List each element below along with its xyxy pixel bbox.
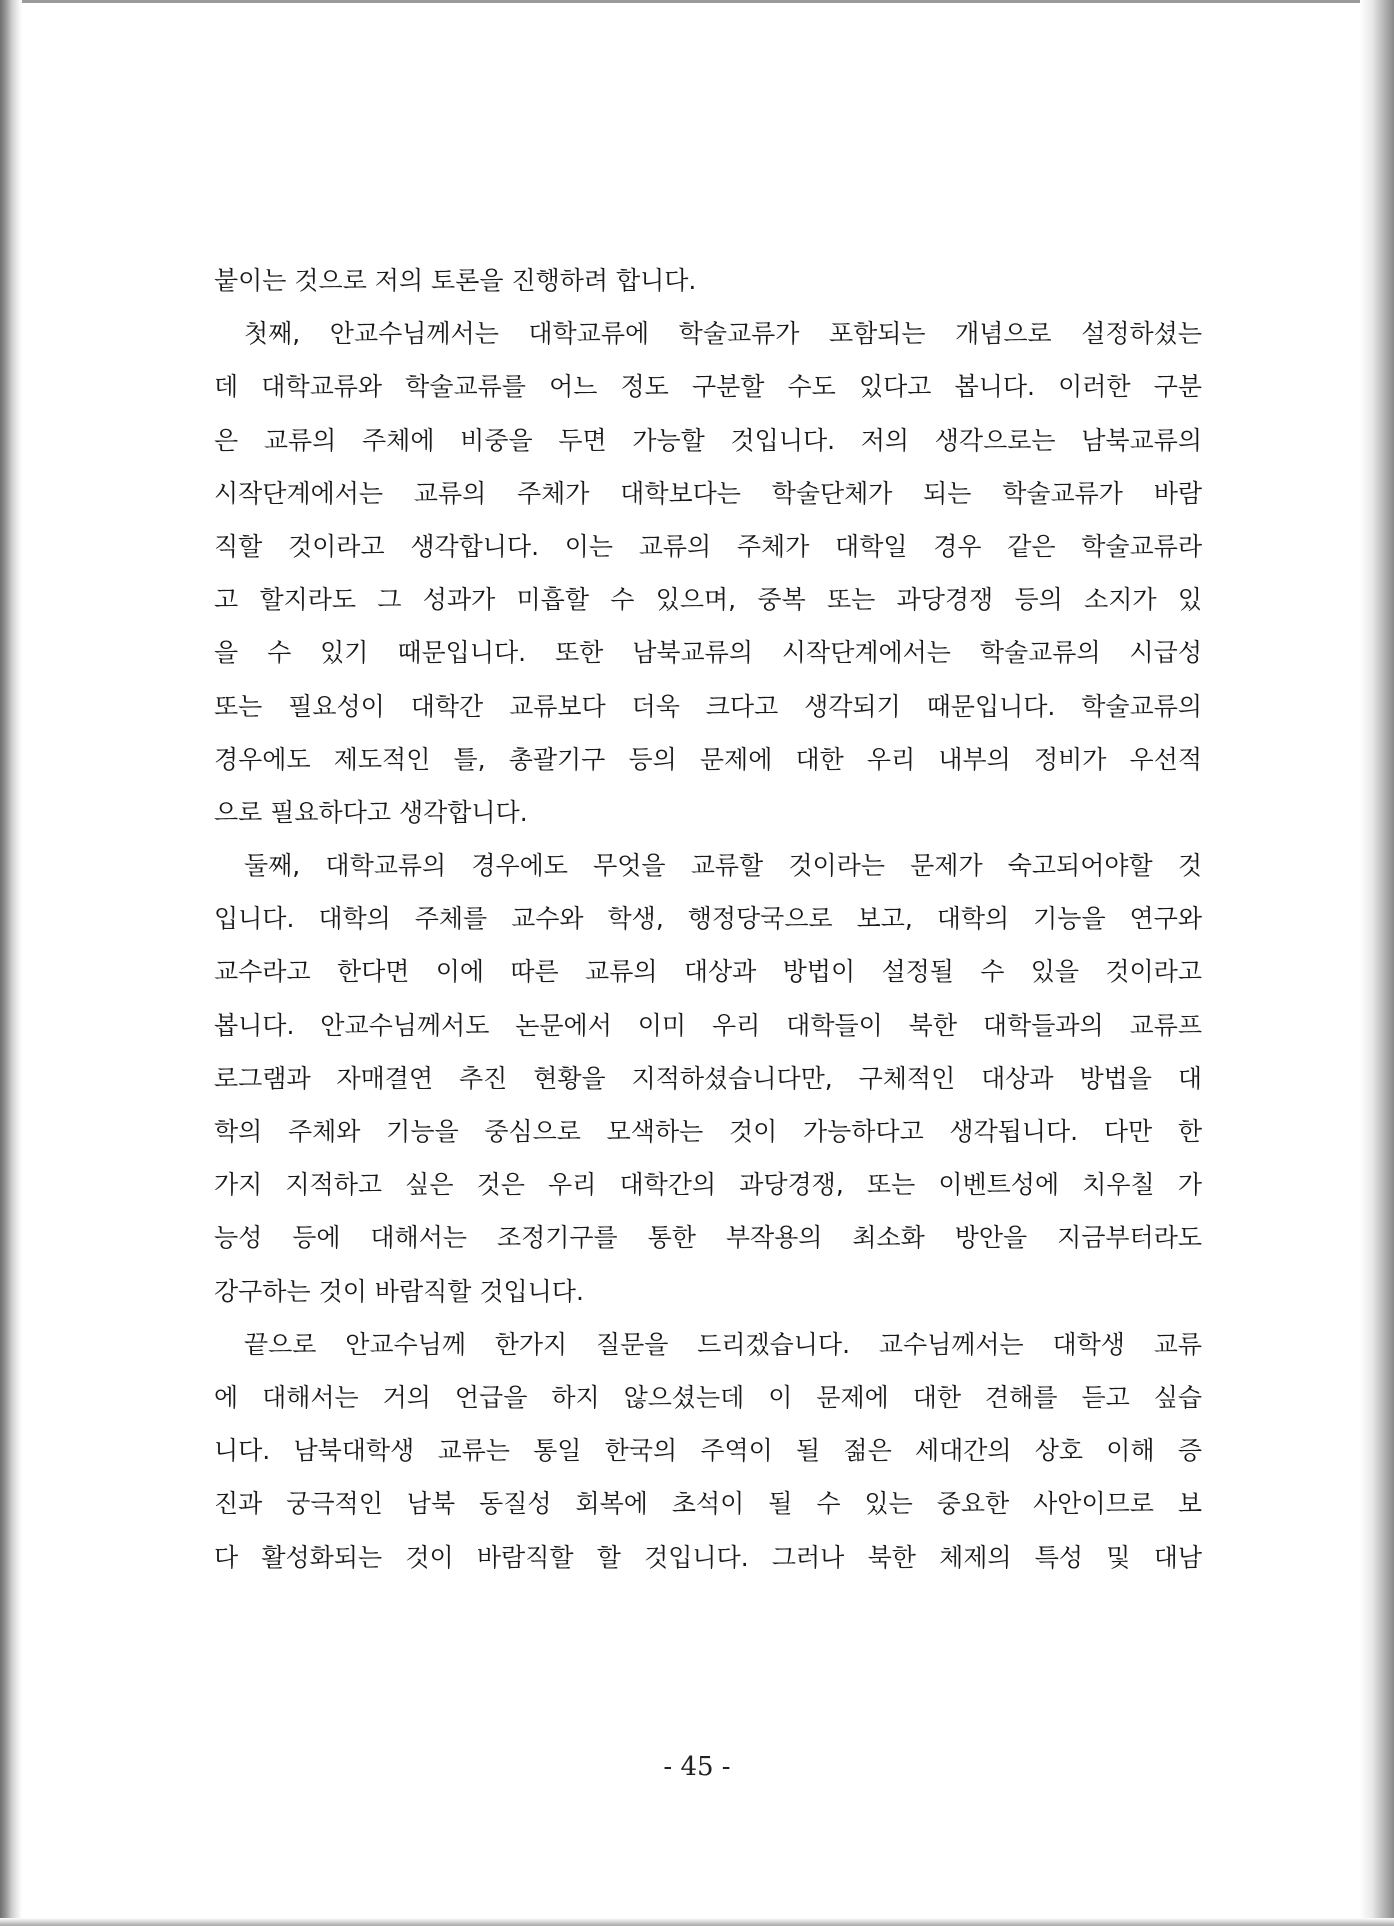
text-line: 고 할지라도 그 성과가 미흡할 수 있으며, 중복 또는 과당경쟁 등의 소지가 있 [214,585,1202,615]
text-line: 니다. 남북대학생 교류는 통일 한국의 주역이 될 젊은 세대간의 상호 이해 증 [214,1436,1202,1466]
text-line: 붙이는 것으로 저의 토론을 진행하려 합니다. [214,266,697,295]
text-line: 으로 필요하다고 생각합니다. [214,797,528,827]
text-line: 가지 지적하고 싶은 것은 우리 대학간의 과당경쟁, 또는 이벤트성에 치우칠 가 [214,1170,1202,1200]
page-left-edge [0,0,22,1926]
text-line: 진과 궁극적인 남북 동질성 회복에 초석이 될 수 있는 중요한 사안이므로 보 [214,1489,1202,1519]
page-bottom-edge [0,1918,1394,1926]
text-line: 또는 필요성이 대학간 교류보다 더욱 크다고 생각되기 때문입니다. 학술교류의 [214,691,1202,721]
text-line: 첫째, 안교수님께서는 대학교류에 학술교류가 포함되는 개념으로 설정하셨는 [244,319,1202,349]
page-right-edge [1360,0,1394,1926]
text-line: 끝으로 안교수님께 한가지 질문을 드리겠습니다. 교수님께서는 대학생 교류 [244,1329,1202,1359]
body-text [214,254,1202,1584]
page-number: - 45 - [663,1752,731,1782]
text-line: 경우에도 제도적인 틀, 총괄기구 등의 문제에 대한 우리 내부의 정비가 우선적 [214,744,1202,774]
text-line: 을 수 있기 때문입니다. 또한 남북교류의 시작단계에서는 학술교류의 시급성 [214,638,1202,668]
text-line: 시작단계에서는 교류의 주체가 대학보다는 학술단체가 되는 학술교류가 바람 [214,478,1202,508]
text-line: 교수라고 한다면 이에 따른 교류의 대상과 방법이 설정될 수 있을 것이라고 [214,957,1202,987]
text-line: 입니다. 대학의 주체를 교수와 학생, 행정당국으로 보고, 대학의 기능을 연구와 [214,904,1202,934]
text-line: 학의 주체와 기능을 중심으로 모색하는 것이 가능하다고 생각됩니다. 다만 한 [214,1117,1202,1146]
text-line: 은 교류의 주체에 비중을 두면 가능할 것입니다. 저의 생각으로는 남북교류의 [214,425,1202,455]
page-top-edge [0,0,1394,3]
text-line: 둘째, 대학교류의 경우에도 무엇을 교류할 것이라는 문제가 숙고되어야할 것 [244,851,1202,881]
text-line: 데 대학교류와 학술교류를 어느 정도 구분할 수도 있다고 봅니다. 이러한 구분 [214,372,1202,402]
text-line: 봅니다. 안교수님께서도 논문에서 이미 우리 대학들이 북한 대학들과의 교류프 [214,1010,1202,1040]
text-line: 에 대해서는 거의 언급을 하지 않으셨는데 이 문제에 대한 견해를 듣고 싶습 [214,1382,1202,1412]
text-line: 직할 것이라고 생각합니다. 이는 교류의 주체가 대학일 경우 같은 학술교류라 [214,531,1202,561]
text-line: 로그램과 자매결연 추진 현황을 지적하셨습니다만, 구체적인 대상과 방법을 대 [214,1063,1202,1093]
text-line: 능성 등에 대해서는 조정기구를 통한 부작용의 최소화 방안을 지금부터라도 [214,1223,1202,1253]
text-line: 강구하는 것이 바람직할 것입니다. [214,1276,584,1306]
text-line: 다 활성화되는 것이 바람직할 할 것입니다. 그러나 북한 체제의 특성 및 대남 [214,1542,1202,1572]
